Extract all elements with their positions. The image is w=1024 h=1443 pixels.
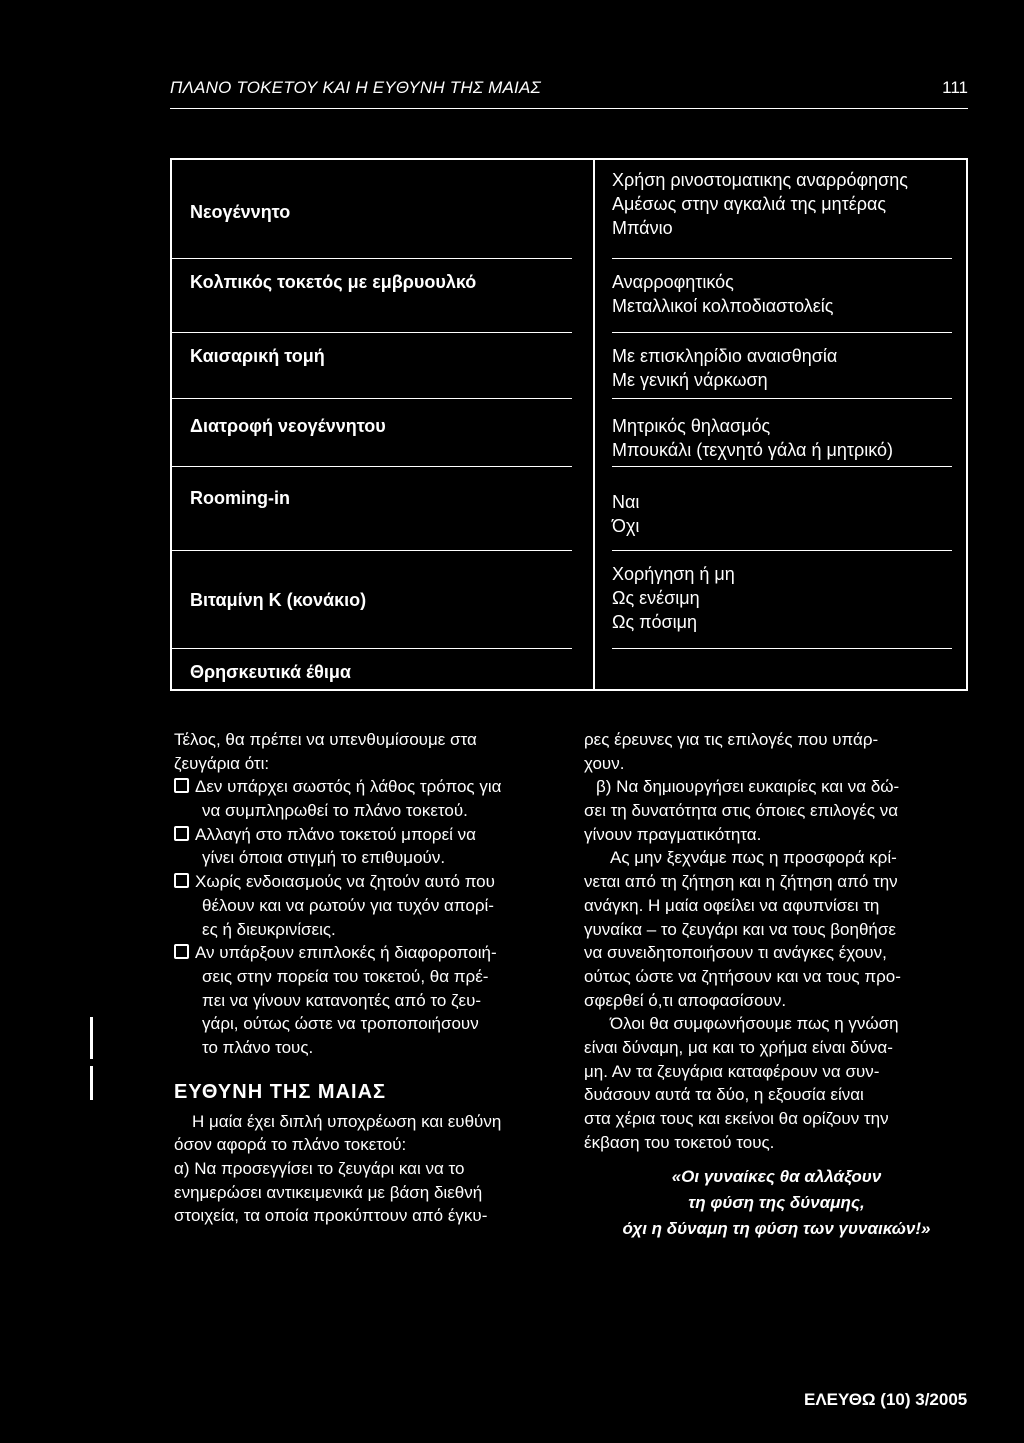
birth-plan-table xyxy=(170,158,968,691)
table-row-options: Αναρροφητικός Μεταλλικοί κολποδιαστολείς xyxy=(612,272,834,316)
paragraph-line: νεται από τη ζήτηση και η ζήτηση από την xyxy=(584,872,898,892)
table-row-label: Καισαρική τομή xyxy=(190,346,325,366)
paragraph-line: μη. Αν τα ζευγάρια καταφέρουν να συν- xyxy=(584,1061,880,1081)
text-column-right xyxy=(584,728,969,1242)
paragraph-line: ενημερώσει αντικειμενικά με βάση διεθνή xyxy=(174,1182,483,1202)
paragraph-line: είναι δύναμη, μα και το χρήμα είναι δύνα- xyxy=(584,1037,893,1057)
margin-mark xyxy=(90,1017,93,1059)
paragraph-line: γυναίκα – το ζευγάρι και να τους βοηθήσε xyxy=(584,919,896,939)
paragraph-line: ανάγκη. Η μαία οφείλει να αφυπνίσει τη xyxy=(584,895,880,915)
section-heading: ΕΥΘΥΝΗ ΤΗΣ ΜΑΙΑΣ xyxy=(174,1080,387,1103)
paragraph-line: σφερθεί ό,τι αποφασίσουν. xyxy=(584,990,787,1010)
paragraph-line: στα χέρια τους και εκείνοι θα ορίζουν την xyxy=(584,1109,889,1128)
closing-quote: «Οι γυναίκες θα αλλάξουν τη φύση της δύναμης, όχι η δύναμη τη φύση των γυναικών!» xyxy=(622,1167,931,1239)
paragraph-line: Ας μην ξεχνάμε πως η προσφορά κρί- xyxy=(610,848,897,868)
paragraph-line: να συνειδητοποιήσουν τι ανάγκες έχουν, xyxy=(584,943,887,963)
table-row-label: Βιταμίνη Κ (κονάκιο) xyxy=(190,590,367,610)
table-row-label: Νεογέννητο xyxy=(190,202,291,222)
paragraph-line: Η μαία έχει διπλή υποχρέωση και ευθύνη xyxy=(192,1111,502,1131)
table-row-label: Κολπικός τοκετός με εμβρυουλκό xyxy=(190,272,477,292)
paragraph-line: χουν. xyxy=(584,753,625,773)
table-row-options: Μητρικός θηλασμός Μπουκάλι (τεχνητό γάλα ή μητρικό) xyxy=(612,416,893,460)
list-item: Αν υπάρξουν επιπλοκές ή διαφοροποιή- σεις στην πορεία του τοκετού, θα πρέ- πει να γίνουν κατανοητές από το ζευ- γάρι, ούτως ώστε να τροποποιήσουν το πλάνο τους. xyxy=(174,941,557,1059)
paragraph-line: γίνουν πραγματικότητα. xyxy=(584,824,762,844)
journal-footer: ΕΛΕΥΘΩ (10) 3/2005 xyxy=(804,1390,968,1409)
running-header xyxy=(170,78,968,109)
table-row-label: Θρησκευτικά έθιμα xyxy=(190,662,351,682)
paragraph-line: δυάσουν αυτά τα δύο, η εξουσία είναι xyxy=(584,1085,864,1105)
table-row-label: Διατροφή νεογέννητου xyxy=(190,416,386,436)
paragraph-line: ούτως ώστε να ζητήσουν και να τους προ- xyxy=(584,966,901,986)
paragraph-line: Όλοι θα συμφωνήσουμε πως η γνώση xyxy=(610,1014,899,1034)
table-row-options: Χορήγηση ή μη Ως ενέσιμη Ως πόσιμη xyxy=(612,564,735,632)
table-row-options: Με επισκληρίδιο αναισθησία Με γενική νάρκωση xyxy=(612,346,838,390)
checkbox-bullet-icon xyxy=(174,873,189,888)
paragraph-line: α) Να προσεγγίσει το ζευγάρι και να το xyxy=(174,1159,465,1178)
margin-mark xyxy=(90,1066,93,1100)
table-divider xyxy=(593,160,595,689)
table-row-options: Ναι Όχι xyxy=(612,492,640,536)
running-title: ΠΛΑΝΟ ΤΟΚΕΤΟΥ ΚΑΙ Η ΕΥΘΥΝΗ ΤΗΣ ΜΑΙΑΣ xyxy=(170,78,541,97)
checkbox-bullet-icon xyxy=(174,944,189,959)
table-row-label: Rooming-in xyxy=(190,488,290,508)
paragraph-line: όσον αφορά το πλάνο τοκετού: xyxy=(174,1135,407,1155)
list-item: Δεν υπάρχει σωστός ή λάθος τρόπος για να συμπληρωθεί το πλάνο τοκετού. xyxy=(174,775,557,822)
paragraph-line: β) Να δημιουργήσει ευκαιρίες και να δώ- xyxy=(596,777,900,797)
checkbox-bullet-icon xyxy=(174,826,189,841)
paragraph-line: ρες έρευνες για τις επιλογές που υπάρ- xyxy=(584,730,879,749)
paragraph-line: ζευγάρια ότι: xyxy=(174,753,270,773)
list-item: Χωρίς ενδοιασμούς να ζητούν αυτό που θέλουν και να ρωτούν για τυχόν απορί- ες ή διευκρινίσεις. xyxy=(174,870,557,941)
checkbox-bullet-icon xyxy=(174,778,189,793)
table-row-options: Χρήση ρινοστοματικης αναρρόφησης Αμέσως στην αγκαλιά της μητέρας Μπάνιο xyxy=(612,170,908,238)
paragraph-line: έκβαση του τοκετού τους. xyxy=(584,1132,775,1152)
list-item: Αλλαγή στο πλάνο τοκετού μπορεί να γίνει όποια στιγμή το επιθυμούν. xyxy=(174,823,557,870)
paragraph-line: σει τη δυνατότητα στις όποιες επιλογές να xyxy=(584,801,899,821)
paragraph-line: στοιχεία, τα οποία προκύπτουν από έγκυ- xyxy=(174,1206,488,1226)
paragraph-line: Τέλος, θα πρέπει να υπενθυμίσουμε στα xyxy=(174,730,477,749)
page-number: 111 xyxy=(942,78,968,97)
text-column-left xyxy=(174,728,557,1228)
